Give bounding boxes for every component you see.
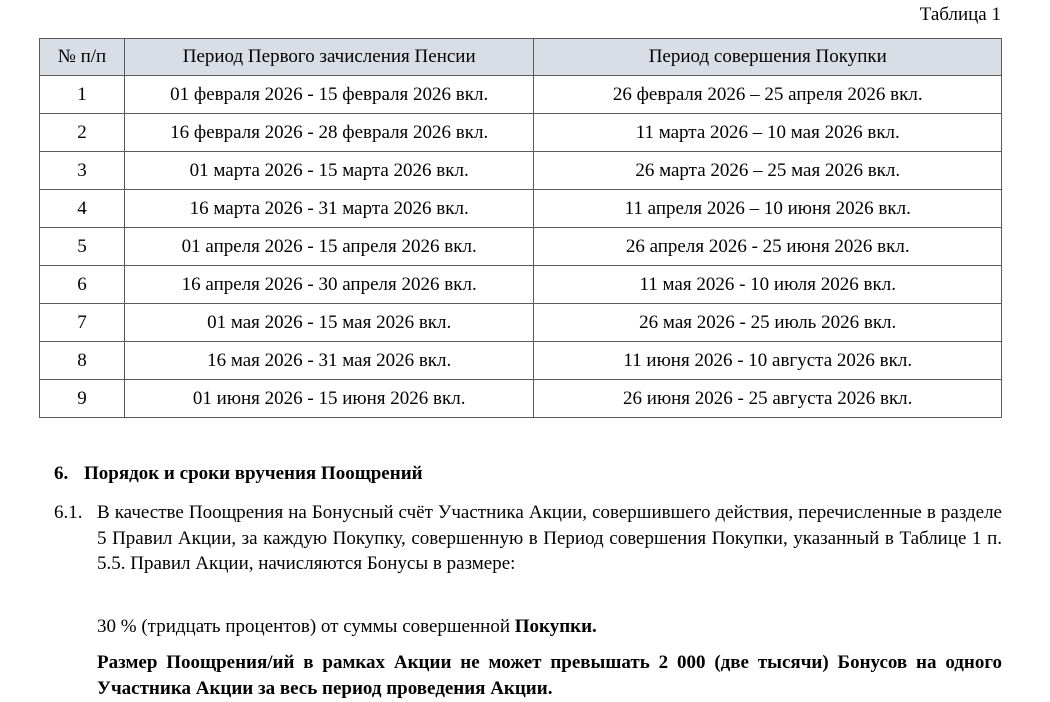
row-number: 6: [40, 266, 125, 304]
row-number: 1: [40, 76, 125, 114]
purchase-period-cell: 26 апреля 2026 - 25 июня 2026 вкл.: [534, 228, 1002, 266]
table-row: [40, 76, 1002, 114]
header-purchase-period: Период совершения Покупки: [534, 39, 1002, 76]
table-header-row: [40, 39, 1002, 76]
clause-number: 6.1.: [54, 502, 83, 523]
pension-period-cell: 01 мая 2026 - 15 мая 2026 вкл.: [124, 304, 534, 342]
section-heading: [54, 462, 423, 486]
table-row: [40, 190, 1002, 228]
pension-period-cell: 16 апреля 2026 - 30 апреля 2026 вкл.: [124, 266, 534, 304]
section-title: Порядок и сроки вручения Поощрений: [84, 463, 423, 484]
section-number: 6.: [54, 463, 69, 484]
row-number: 3: [40, 152, 125, 190]
purchase-period-cell: 11 июня 2026 - 10 августа 2026 вкл.: [534, 342, 1002, 380]
limit-notice: Размер Поощрения/ий в рамках Акции не может превышать 2 000 (две тысячи) Бонусов на одного Участника Акции за весь период проведения Акции.: [97, 652, 1002, 699]
table-row: [40, 228, 1002, 266]
purchase-period-cell: 26 июня 2026 - 25 августа 2026 вкл.: [534, 380, 1002, 418]
row-number: 9: [40, 380, 125, 418]
pension-period-cell: 16 мая 2026 - 31 мая 2026 вкл.: [124, 342, 534, 380]
row-number: 8: [40, 342, 125, 380]
table-row: [40, 152, 1002, 190]
pension-period-cell: 01 марта 2026 - 15 марта 2026 вкл.: [124, 152, 534, 190]
pension-period-cell: 01 февраля 2026 - 15 февраля 2026 вкл.: [124, 76, 534, 114]
row-number: 4: [40, 190, 125, 228]
bonus-amount-bold: Покупки.: [514, 616, 597, 637]
pension-period-cell: 01 июня 2026 - 15 июня 2026 вкл.: [124, 380, 534, 418]
table-row: [40, 304, 1002, 342]
bonus-amount-paragraph: [97, 614, 1002, 640]
purchase-period-cell: 11 апреля 2026 – 10 июня 2026 вкл.: [534, 190, 1002, 228]
purchase-period-cell: 11 мая 2026 - 10 июля 2026 вкл.: [534, 266, 1002, 304]
row-number: 5: [40, 228, 125, 266]
bonus-amount-text: 30 % (тридцать процентов) от суммы совершенной: [97, 616, 515, 637]
purchase-period-cell: 26 марта 2026 – 25 мая 2026 вкл.: [534, 152, 1002, 190]
clause-text: В качестве Поощрения на Бонусный счёт Участника Акции, совершившего действия, перечисленные в разделе 5 Правил Акции, за каждую Покупку, совершенную в Период совершения Покупки, указанный в Таблице 1 п. 5.5. Правил Акции, начисляются Бонусы в размере:: [97, 502, 1002, 574]
row-number: 7: [40, 304, 125, 342]
header-number: № п/п: [40, 39, 125, 76]
table-row: [40, 114, 1002, 152]
clause-6-1: [54, 500, 1002, 577]
table-row: [40, 380, 1002, 418]
pension-period-cell: 16 февраля 2026 - 28 февраля 2026 вкл.: [124, 114, 534, 152]
table-row: [40, 342, 1002, 380]
table-row: [40, 266, 1002, 304]
header-pension-period: Период Первого зачисления Пенсии: [124, 39, 534, 76]
table-caption: Таблица 1: [919, 4, 1001, 25]
row-number: 2: [40, 114, 125, 152]
purchase-period-cell: 11 марта 2026 – 10 мая 2026 вкл.: [534, 114, 1002, 152]
purchase-period-cell: 26 февраля 2026 – 25 апреля 2026 вкл.: [534, 76, 1002, 114]
pension-period-cell: 16 марта 2026 - 31 марта 2026 вкл.: [124, 190, 534, 228]
purchase-period-cell: 26 мая 2026 - 25 июль 2026 вкл.: [534, 304, 1002, 342]
pension-period-cell: 01 апреля 2026 - 15 апреля 2026 вкл.: [124, 228, 534, 266]
periods-table: [39, 38, 1002, 418]
